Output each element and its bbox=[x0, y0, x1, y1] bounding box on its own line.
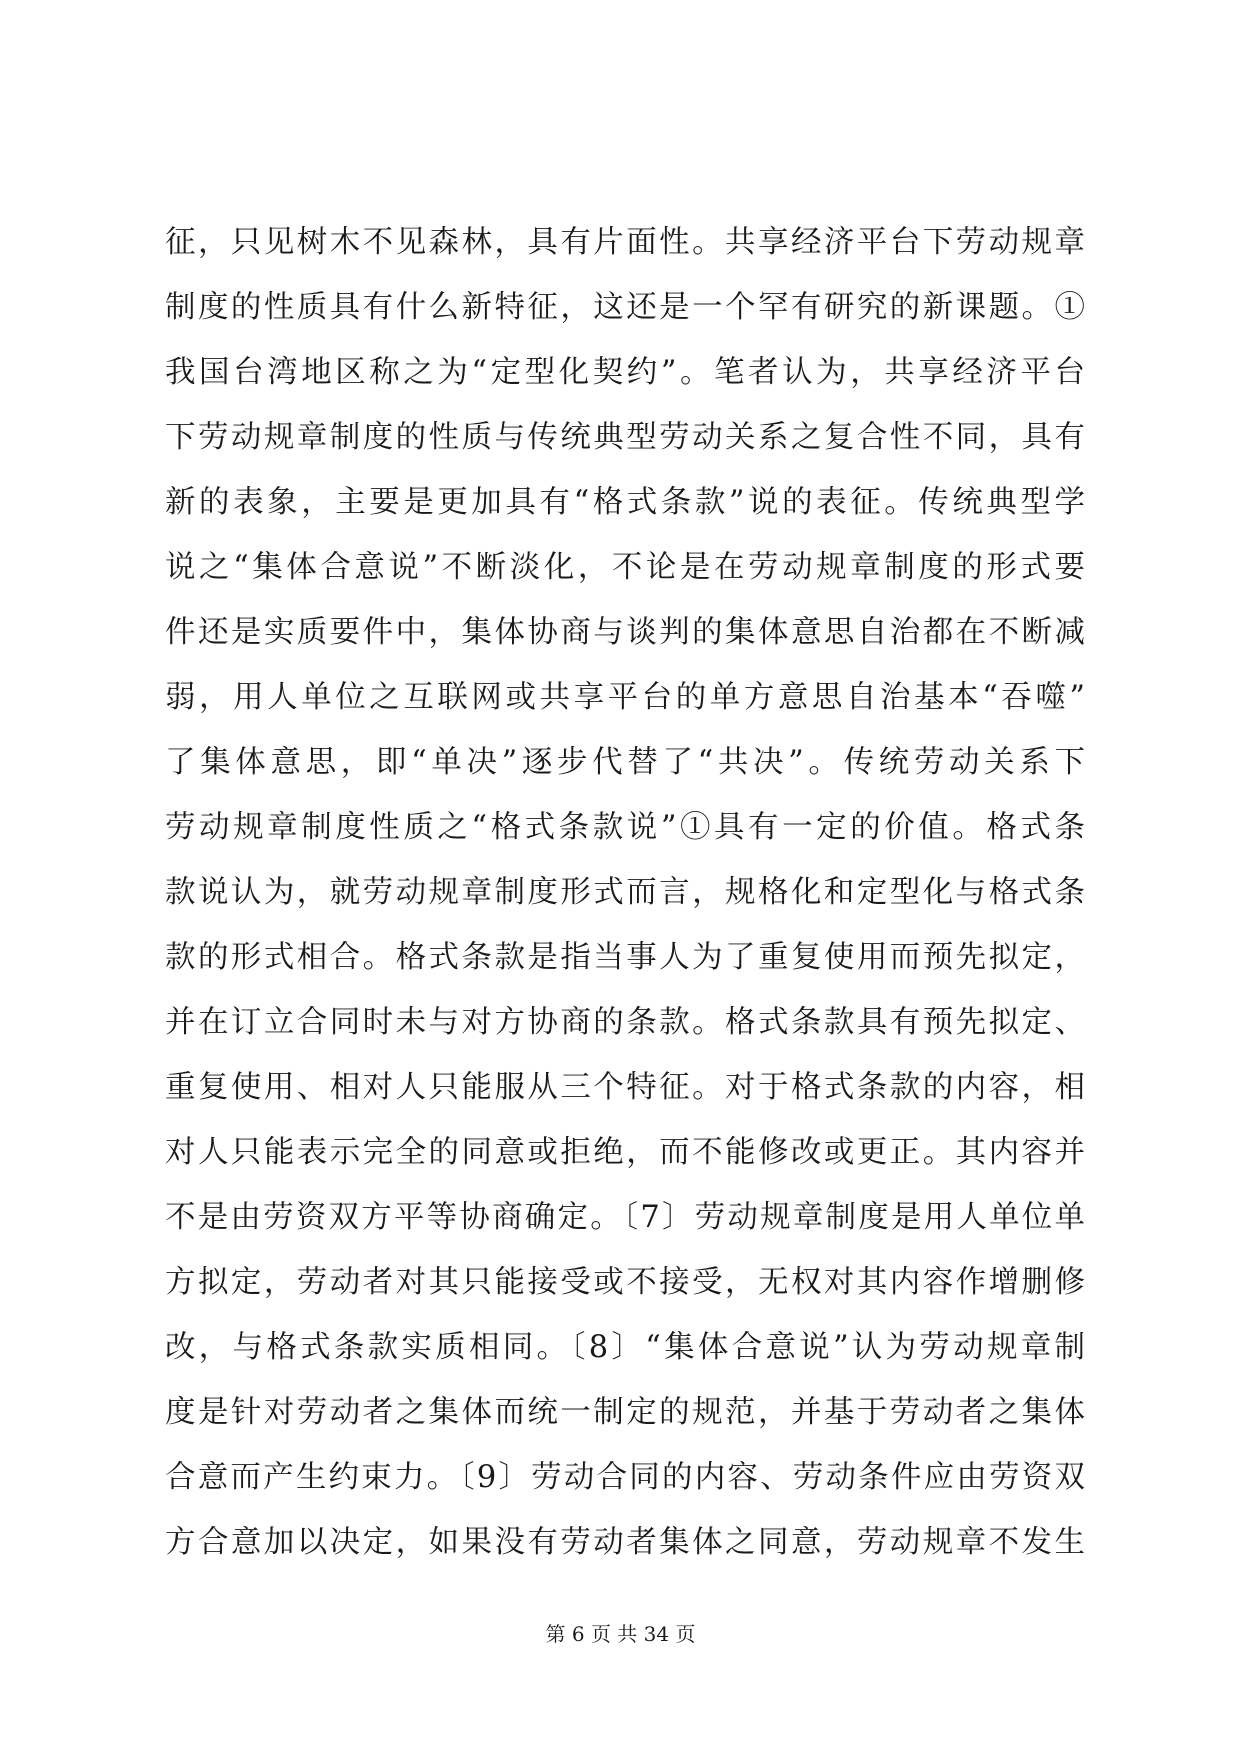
body-text bbox=[165, 225, 1085, 1593]
text-line-15: 对人只能表示完全的同意或拒绝，而不能修改或更正。其内容并 bbox=[165, 1135, 1085, 1170]
text-line-13: 并在订立合同时未与对方协商的条款。格式条款具有预先拟定、 bbox=[165, 1005, 1085, 1040]
text-line-19: 度是针对劳动者之集体而统一制定的规范，并基于劳动者之集体 bbox=[165, 1395, 1085, 1430]
text-line-20: 合意而产生约束力。〔9〕劳动合同的内容、劳动条件应由劳资双 bbox=[165, 1460, 1085, 1495]
text-line-10: 劳动规章制度性质之“格式条款说”①具有一定的价值。格式条 bbox=[165, 810, 1085, 845]
text-line-4: 下劳动规章制度的性质与传统典型劳动关系之复合性不同，具有 bbox=[165, 420, 1085, 455]
text-line-6: 说之“集体合意说”不断淡化，不论是在劳动规章制度的形式要 bbox=[165, 550, 1085, 585]
text-line-21: 方合意加以决定，如果没有劳动者集体之同意，劳动规章不发生 bbox=[165, 1525, 1085, 1560]
text-line-12: 款的形式相合。格式条款是指当事人为了重复使用而预先拟定， bbox=[165, 940, 1085, 975]
text-line-16: 不是由劳资双方平等协商确定。〔7〕劳动规章制度是用人单位单 bbox=[165, 1200, 1085, 1235]
text-line-9: 了集体意思，即“单决”逐步代替了“共决”。传统劳动关系下 bbox=[165, 745, 1085, 780]
text-line-14: 重复使用、相对人只能服从三个特征。对于格式条款的内容，相 bbox=[165, 1070, 1085, 1105]
text-line-18: 改，与格式条款实质相同。〔8〕“集体合意说”认为劳动规章制 bbox=[165, 1330, 1085, 1365]
text-line-1: 征，只见树木不见森林，具有片面性。共享经济平台下劳动规章 bbox=[165, 225, 1085, 260]
text-line-3: 我国台湾地区称之为“定型化契约”。笔者认为，共享经济平台 bbox=[165, 355, 1085, 390]
text-line-2: 制度的性质具有什么新特征，这还是一个罕有研究的新课题。① bbox=[165, 290, 1085, 325]
page-number-footer: 第 6 页 共 34 页 bbox=[545, 1622, 696, 1646]
text-line-8: 弱，用人单位之互联网或共享平台的单方意思自治基本“吞噬” bbox=[165, 680, 1085, 715]
text-line-7: 件还是实质要件中，集体协商与谈判的集体意思自治都在不断减 bbox=[165, 615, 1085, 650]
text-line-5: 新的表象，主要是更加具有“格式条款”说的表征。传统典型学 bbox=[165, 485, 1085, 520]
text-line-11: 款说认为，就劳动规章制度形式而言，规格化和定型化与格式条 bbox=[165, 875, 1085, 910]
text-line-17: 方拟定，劳动者对其只能接受或不接受，无权对其内容作增删修 bbox=[165, 1265, 1085, 1300]
